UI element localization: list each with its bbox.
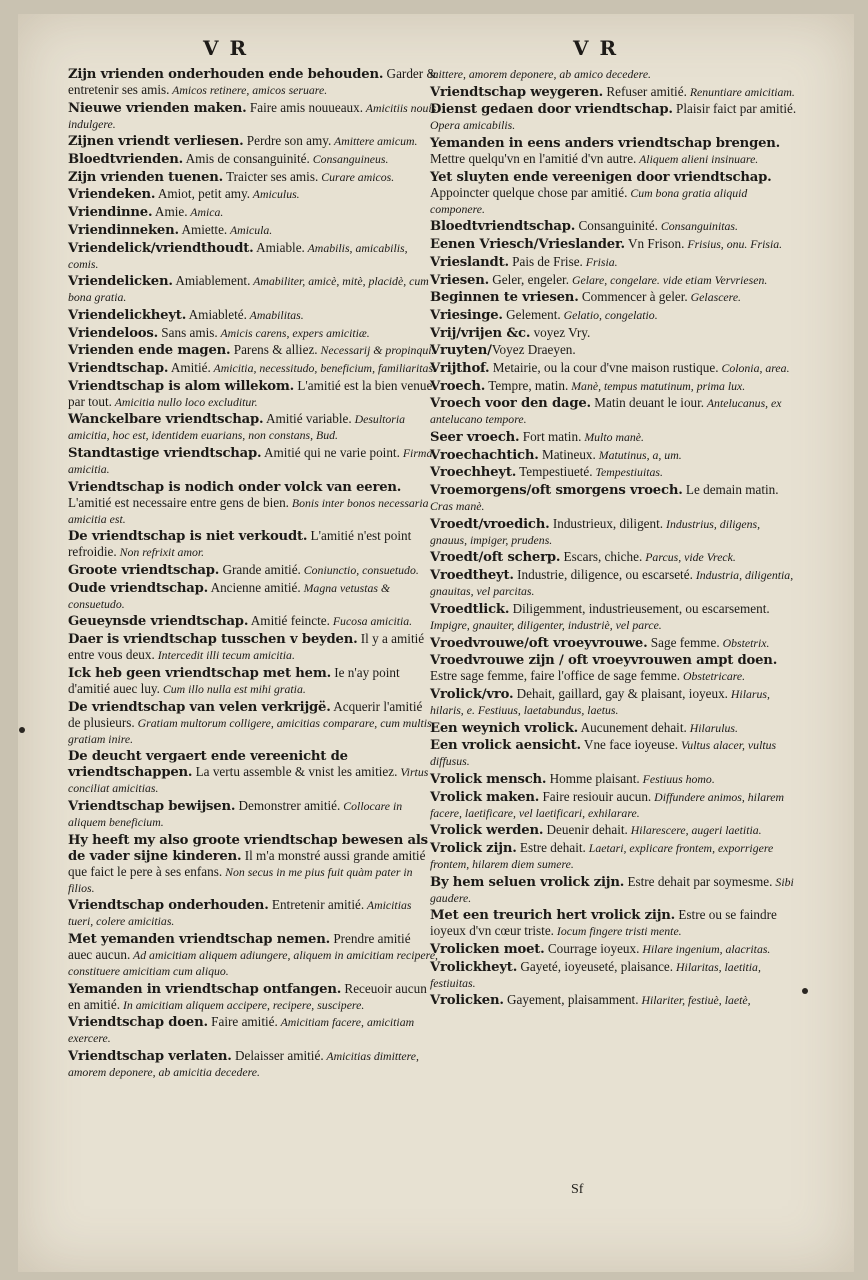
dutch-headword: Vrolick werden. xyxy=(430,823,544,839)
french-gloss: Acquerir l'amitié de plusieurs. xyxy=(68,698,423,730)
dutch-headword: Geueynsde vriendtschap. xyxy=(68,614,249,630)
dutch-headword: Daer is vriendtschap tusschen v beyden. xyxy=(68,632,358,648)
dictionary-entry xyxy=(68,1014,438,1046)
running-head-left: V R xyxy=(203,36,249,60)
dutch-headword: Vriendtschap verlaten. xyxy=(68,1049,232,1064)
dutch-headword: Eenen Vriesch/Vrieslander. xyxy=(430,237,625,253)
latin-gloss: Gelatio, congelatio. xyxy=(560,307,658,322)
latin-gloss: Coniunctio, consuetudo. xyxy=(300,563,419,578)
latin-gloss: Hilarus, hilaris, e. Festiuus, laetabundus, laetus. xyxy=(430,686,770,717)
dictionary-entry xyxy=(430,218,800,234)
french-gloss: Le demain matin. xyxy=(682,482,779,498)
dictionary-entry xyxy=(430,84,800,100)
dictionary-entry xyxy=(430,992,800,1008)
latin-gloss: Amabilis, amicabilis, comis. xyxy=(68,240,408,271)
dictionary-entry xyxy=(430,66,800,82)
dutch-headword: Vriendelick/vriendthoudt. xyxy=(68,240,254,256)
french-gloss: Amis de consanguinité. xyxy=(183,151,310,167)
dictionary-entry xyxy=(68,307,438,323)
signature-mark: Sf xyxy=(571,1182,584,1197)
dictionary-entry xyxy=(68,100,438,132)
dutch-headword: Vroedt/oft scherp. xyxy=(430,550,561,566)
french-gloss: Industrieux, diligent. xyxy=(549,515,664,531)
latin-gloss: Antelucanus, ex antelucano tempore. xyxy=(430,396,782,427)
french-gloss: Garder & entretenir ses amis. xyxy=(68,66,437,97)
latin-gloss: Cum illo nulla est mihi gratia. xyxy=(159,681,306,696)
dutch-headword: Vriendelickheyt. xyxy=(68,307,187,323)
latin-gloss: Amabiliter, amicè, mitè, placidè, cum bona gratia. xyxy=(68,274,429,305)
dutch-headword: Vruyten/ xyxy=(430,343,492,359)
french-gloss: Commencer à geler. xyxy=(578,289,688,305)
dictionary-entry xyxy=(68,325,438,341)
french-gloss: Amitié. xyxy=(168,359,211,375)
dutch-headword: Vriendtschap is nodich onder volck van eeren. xyxy=(68,479,402,495)
dutch-headword: De vriendtschap van velen verkrijgë. xyxy=(68,699,331,715)
dutch-headword: Vrijthof. xyxy=(430,360,490,376)
french-gloss: Aucunement dehait. xyxy=(578,719,687,735)
dutch-headword: Yemanden in vriendtschap ontfangen. xyxy=(68,981,342,997)
french-gloss: Grande amitié. xyxy=(219,562,301,578)
french-gloss: Faire amis nouueaux. xyxy=(246,99,364,115)
french-gloss: Plaisir faict par amitié. xyxy=(672,101,797,117)
latin-gloss: Multo manè. xyxy=(581,430,644,444)
dictionary-entry xyxy=(68,981,438,1013)
dutch-headword: Bloedtvriendtschap. xyxy=(430,219,576,235)
french-gloss: Amie. xyxy=(152,204,188,220)
dictionary-entry xyxy=(68,342,438,358)
latin-gloss: Gratiam multorum colligere, amicitias comparare, cum multis gratiam inire. xyxy=(68,715,432,746)
latin-gloss: Amicis carens, expers amicitiæ. xyxy=(217,325,370,340)
dutch-headword: Vroedvrouwe zijn / oft vroeyvrouwen ampt doen. xyxy=(430,653,778,669)
dictionary-entry xyxy=(68,479,438,527)
latin-gloss: Aliquem alieni insinuare. xyxy=(636,152,759,167)
french-gloss: Escars, chiche. xyxy=(560,549,643,565)
french-gloss: Homme plaisant. xyxy=(546,770,640,786)
dictionary-entry xyxy=(68,1048,438,1080)
french-gloss: Il y a amitié entre vous deux. xyxy=(68,631,425,663)
latin-gloss: Amica. xyxy=(187,205,224,220)
dictionary-entry xyxy=(430,635,800,651)
right-column xyxy=(430,66,800,1010)
dictionary-entry xyxy=(68,240,438,272)
french-gloss: Sans amis. xyxy=(158,324,218,340)
dutch-headword: Hy heeft my also groote vriendtschap bewesen als de vader sijne kinderen. xyxy=(68,832,428,864)
dictionary-entry xyxy=(430,378,800,394)
french-gloss: Dehait, gaillard, gay & plaisant, ioyeux. xyxy=(513,685,728,701)
latin-gloss: mittere, amorem deponere, ab amico decedere. xyxy=(430,67,652,81)
french-gloss: Amiable. xyxy=(253,239,305,255)
dutch-headword: Vrolick/vro. xyxy=(430,686,514,702)
french-gloss: Parens & alliez. xyxy=(230,342,318,358)
dutch-headword: Wanckelbare vriendtschap. xyxy=(68,412,264,428)
dictionary-entry xyxy=(430,907,800,939)
dictionary-entry xyxy=(430,567,800,599)
dutch-headword: Yet sluyten ende vereenigen door vriendtschap. xyxy=(430,169,772,185)
dictionary-entry xyxy=(430,516,800,548)
french-gloss: Tempestiueté. xyxy=(516,464,593,480)
latin-gloss: Opera amicabilis. xyxy=(430,118,516,133)
latin-gloss: Iocum fingere tristi mente. xyxy=(553,924,682,939)
french-gloss: Entretenir amitié. xyxy=(268,897,365,913)
latin-gloss: Hilariter, festiuè, laetè, xyxy=(638,993,751,1008)
dutch-headword: Vriendtschap weygeren. xyxy=(430,84,604,100)
dictionary-entry xyxy=(430,789,800,821)
latin-gloss: Amicitias tueri, colere amicitias. xyxy=(68,898,412,929)
dictionary-entry xyxy=(68,665,438,697)
latin-gloss: Desultoria amicitia, hoc est, identidem euarians, non constans, Bud. xyxy=(68,412,406,443)
dutch-headword: Vroechheyt. xyxy=(430,465,517,481)
latin-gloss: Colonia, area. xyxy=(718,360,790,375)
dutch-headword: Vroemorgens/oft smorgens vroech. xyxy=(430,483,683,499)
dictionary-entry xyxy=(68,748,438,796)
dictionary-entry xyxy=(430,686,800,718)
dictionary-entry xyxy=(430,737,800,769)
french-gloss: Estre dehait. xyxy=(516,840,586,855)
latin-gloss: Diffundere animos, hilarem facere, laetificare, vel laetificari, exhilarare. xyxy=(430,789,785,820)
dictionary-entry xyxy=(68,66,438,98)
french-gloss: Gelement. xyxy=(502,306,561,322)
french-gloss: Consanguinité. xyxy=(575,218,658,234)
french-gloss: Amiette. xyxy=(178,221,228,237)
dutch-headword: Een vrolick aensicht. xyxy=(430,738,581,754)
dictionary-entry xyxy=(430,959,800,991)
dutch-headword: Vriendeken. xyxy=(68,187,156,203)
dutch-headword: Vrienden ende magen. xyxy=(68,343,231,359)
latin-gloss: Festiuus homo. xyxy=(639,771,715,786)
latin-gloss: Fucosa amicitia. xyxy=(329,614,413,629)
french-gloss: Estre ou se faindre ioyeux d'vn cœur triste. xyxy=(430,907,777,939)
latin-gloss: Obstetrix. xyxy=(719,635,770,650)
latin-gloss: Curare amicos. xyxy=(318,169,395,184)
dutch-headword: Yemanden in eens anders vriendtschap brengen. xyxy=(430,136,781,152)
latin-gloss: Industrius, diligens, gnauus, impiger, prudens. xyxy=(430,516,761,547)
latin-gloss: Hilare ingenium, alacritas. xyxy=(639,942,771,957)
dictionary-entry xyxy=(430,771,800,787)
dutch-headword: Vroedtlick. xyxy=(430,601,510,617)
latin-gloss: Gelascere. xyxy=(687,290,742,305)
dictionary-entry xyxy=(68,204,438,220)
dutch-headword: Nieuwe vrienden maken. xyxy=(68,100,247,116)
dutch-headword: Oude vriendtschap. xyxy=(68,580,208,596)
dutch-headword: Seer vroech. xyxy=(430,430,520,445)
dictionary-entry xyxy=(68,580,438,612)
latin-gloss: Obstetricare. xyxy=(680,669,746,684)
dutch-headword: Vrolicken moet. xyxy=(430,942,545,958)
dutch-headword: Vroedt/vroedich. xyxy=(430,516,550,532)
dictionary-entry xyxy=(68,445,438,477)
dutch-headword: Vrolick maken. xyxy=(430,789,540,805)
dictionary-entry xyxy=(68,631,438,663)
dictionary-entry xyxy=(68,133,438,149)
dutch-headword: Groote vriendtschap. xyxy=(68,563,220,579)
dictionary-entry xyxy=(68,186,438,202)
latin-gloss: Cras manè. xyxy=(430,499,485,514)
french-gloss: Gayeté, ioyeuseté, plaisance. xyxy=(517,958,674,974)
dictionary-entry xyxy=(430,360,800,376)
french-gloss: Perdre son amy. xyxy=(243,133,332,149)
dutch-headword: Vroechachtich. xyxy=(430,447,539,463)
dictionary-entry xyxy=(430,135,800,167)
dutch-headword: Een weynich vrolick. xyxy=(430,720,579,736)
latin-gloss: Cum bona gratia aliquid componere. xyxy=(430,185,748,216)
dutch-headword: Beginnen te vriesen. xyxy=(430,290,579,306)
latin-gloss: Hilarulus. xyxy=(686,720,738,735)
dutch-headword: Vriendelicken. xyxy=(68,274,173,290)
french-gloss: Vn Frison. xyxy=(624,236,685,252)
dictionary-entry xyxy=(68,222,438,238)
latin-gloss: Hilaritas, laetitia, festiuitas. xyxy=(430,959,761,990)
french-gloss: L'amitié n'est point refroidie. xyxy=(68,528,412,560)
dutch-headword: Vriesinge. xyxy=(430,307,503,323)
dutch-headword: De deucht vergaert ende vereenicht de vriendtschappen. xyxy=(68,749,348,781)
latin-gloss: Tempestiuitas. xyxy=(592,465,663,480)
dutch-headword: Dienst gedaen door vriendtschap. xyxy=(430,102,673,118)
french-gloss: Mettre quelqu'vn en l'amitié d'vn autre. xyxy=(430,151,637,167)
dutch-headword: Vrij/vrijen &c. xyxy=(430,325,531,341)
french-gloss: Appoincter quelque chose par amitié. xyxy=(430,184,628,200)
dictionary-entry xyxy=(430,325,800,341)
french-gloss: Fort matin. xyxy=(519,429,582,444)
latin-gloss: Amicos retinere, amicos seruare. xyxy=(169,83,328,97)
latin-gloss: Impigre, gnauiter, diligenter, industriè, vel parce. xyxy=(430,617,662,632)
dutch-headword: De vriendtschap is niet verkoudt. xyxy=(68,529,308,545)
latin-gloss: Non secus in me pius fuit quàm pater in filios. xyxy=(68,864,413,895)
latin-gloss: Bonis inter bonos necessaria amicitia est. xyxy=(68,495,429,526)
latin-gloss: Firma amicitia. xyxy=(68,446,433,476)
latin-gloss: Amabilitas. xyxy=(246,307,304,322)
dictionary-entry xyxy=(430,101,800,133)
dutch-headword: Vriendtschap doen. xyxy=(68,1015,208,1031)
dutch-headword: Vroedtheyt. xyxy=(430,568,514,584)
dictionary-entry xyxy=(430,342,800,358)
latin-gloss: Frisia. xyxy=(582,254,618,269)
dictionary-entry xyxy=(68,798,438,830)
latin-gloss: Amittere amicum. xyxy=(331,134,418,149)
dictionary-entry xyxy=(430,429,800,445)
latin-gloss: Consanguinitas. xyxy=(657,219,738,234)
dictionary-entry xyxy=(68,931,438,979)
latin-gloss: Manè, tempus matutinum, prima lux. xyxy=(568,378,746,393)
dictionary-entry xyxy=(68,562,438,578)
dictionary-entry xyxy=(430,720,800,736)
french-gloss: Industrie, diligence, ou escarseté. xyxy=(513,567,693,583)
dictionary-entry xyxy=(430,254,800,270)
dutch-headword: Vriendtschap is alom willekom. xyxy=(68,378,295,394)
french-gloss: Matineux. xyxy=(538,446,596,462)
latin-gloss: Amicitia, necessitudo, beneficium, familiaritas. xyxy=(210,360,436,375)
french-gloss: La vertu assemble & vnist les amitiez. xyxy=(192,764,398,780)
dutch-headword: Vriendinneken. xyxy=(68,222,179,238)
french-gloss: voyez Vry. xyxy=(530,324,591,340)
french-gloss: Amitié variable. xyxy=(263,411,352,427)
dutch-headword: Vriendeloos. xyxy=(68,325,158,341)
french-gloss: Metairie, ou la cour d'vne maison rustique. xyxy=(489,359,719,375)
dutch-headword: Vrolicken. xyxy=(430,993,504,1009)
french-gloss: Matin deuant le iour. xyxy=(590,395,705,411)
latin-gloss: Consanguineus. xyxy=(309,152,389,167)
french-gloss: Refuser amitié. xyxy=(603,83,687,99)
french-gloss: Amiablement. xyxy=(172,273,251,289)
book-page xyxy=(18,14,854,1272)
dutch-headword: Zijnen vriendt verliesen. xyxy=(68,134,244,150)
french-gloss: L'amitié est necessaire entre gens de bien. xyxy=(68,494,289,510)
french-gloss: Sage femme. xyxy=(647,634,720,650)
latin-gloss: Amiculus. xyxy=(250,187,300,202)
latin-gloss: Amicitiis nouis indulgere. xyxy=(68,100,437,131)
french-gloss: Receuoir aucun en amitié. xyxy=(68,980,427,1012)
dutch-headword: Vrolickheyt. xyxy=(430,959,518,975)
dictionary-entry xyxy=(430,549,800,565)
dutch-headword: By hem seluen vrolick zijn. xyxy=(430,874,625,890)
latin-gloss: Gelare, congelare. vide etiam Vervriesen. xyxy=(569,272,768,287)
dictionary-entry xyxy=(68,832,438,896)
french-gloss: Amiableté. xyxy=(186,306,247,322)
dictionary-entry xyxy=(68,169,438,185)
french-gloss: Delaisser amitié. xyxy=(231,1048,324,1063)
dutch-headword: Zijn vrienden tuenen. xyxy=(68,169,224,185)
dictionary-entry xyxy=(68,273,438,305)
dictionary-entry xyxy=(68,699,438,747)
french-gloss: Ie n'ay point d'amitié auec luy. xyxy=(68,664,400,696)
dictionary-entry xyxy=(68,151,438,167)
french-gloss: Amiot, petit amy. xyxy=(155,186,251,202)
dictionary-entry xyxy=(430,482,800,514)
latin-gloss: Sibi gaudere. xyxy=(430,874,794,905)
latin-gloss: Amicula. xyxy=(227,222,273,237)
latin-gloss: Matutinus, a, um. xyxy=(595,447,682,462)
dutch-headword: Ick heb geen vriendtschap met hem. xyxy=(68,665,331,681)
dictionary-entry xyxy=(430,941,800,957)
french-gloss: Amitié qui ne varie point. xyxy=(261,445,400,460)
french-gloss: Diligemment, industrieusement, ou escarsement. xyxy=(509,600,770,616)
latin-gloss: Collocare in aliquem beneficium. xyxy=(68,798,403,829)
dutch-headword: Vroech voor den dage. xyxy=(430,396,591,412)
latin-gloss: Laetari, explicare frontem, exporrigere frontem, hilarem diem sumere. xyxy=(430,841,774,871)
dutch-headword: Vriesen. xyxy=(430,272,489,288)
french-gloss: Pais de Frise. xyxy=(508,253,583,269)
french-gloss: Faire amitié. xyxy=(207,1014,278,1030)
dutch-headword: Vrieslandt. xyxy=(430,254,509,270)
dutch-headword: Vriendtschap bewijsen. xyxy=(68,798,236,814)
dictionary-entry xyxy=(68,360,438,376)
dictionary-entry xyxy=(68,897,438,929)
dutch-headword: Vroedvrouwe/oft vroeyvrouwe. xyxy=(430,635,648,651)
french-gloss: Prendre amitié auec aucun. xyxy=(68,930,411,962)
french-gloss: Estre dehait par soymesme. xyxy=(624,873,773,889)
dutch-headword: Vriendinne. xyxy=(68,205,153,221)
dictionary-entry xyxy=(430,289,800,305)
dictionary-entry xyxy=(430,307,800,323)
dutch-headword: Vrolick mensch. xyxy=(430,771,547,787)
dictionary-entry xyxy=(430,447,800,463)
french-gloss: Estre sage femme, faire l'office de sage femme. xyxy=(430,668,681,684)
french-gloss: Courrage ioyeux. xyxy=(544,941,640,957)
dutch-headword: Vriendtschap onderhouden. xyxy=(68,898,269,914)
latin-gloss: Vultus alacer, vultus diffusus. xyxy=(430,738,777,769)
french-gloss: Ancienne amitié. xyxy=(208,579,301,595)
french-gloss: Voyez Draeyen. xyxy=(491,342,576,358)
dutch-headword: Met een treurich hert vrolick zijn. xyxy=(430,908,676,924)
dictionary-entry xyxy=(430,464,800,480)
dictionary-entry xyxy=(68,378,438,410)
dutch-headword: Zijn vrienden onderhouden ende behouden. xyxy=(68,67,384,82)
dutch-headword: Bloedtvrienden. xyxy=(68,152,184,168)
dictionary-entry xyxy=(68,411,438,443)
dictionary-entry xyxy=(430,822,800,838)
latin-gloss: Magna vetustas & consuetudo. xyxy=(68,580,391,611)
french-gloss: Il m'a monstré aussi grande amitié que faict le pere à ses enfans. xyxy=(68,847,426,879)
ink-dot xyxy=(802,988,808,994)
dictionary-entry xyxy=(68,528,438,560)
dutch-headword: Vrolick zijn. xyxy=(430,841,517,856)
dictionary-entry xyxy=(430,169,800,217)
french-gloss: Demonstrer amitié. xyxy=(235,797,341,813)
french-gloss: Traicter ses amis. xyxy=(223,168,319,184)
dutch-headword: Vroech. xyxy=(430,378,486,394)
dictionary-entry xyxy=(68,613,438,629)
latin-gloss: Amicitiam facere, amicitiam exercere. xyxy=(68,1015,415,1046)
latin-gloss: Necessarij & propinqui. xyxy=(317,343,435,358)
french-gloss: Tempre, matin. xyxy=(485,377,569,393)
french-gloss: Gayement, plaisamment. xyxy=(503,992,639,1008)
dutch-headword: Standtastige vriendtschap. xyxy=(68,446,262,461)
dictionary-entry xyxy=(430,236,800,252)
dictionary-entry xyxy=(430,601,800,633)
dictionary-entry xyxy=(430,840,800,872)
dictionary-entry xyxy=(430,874,800,906)
latin-gloss: Industria, diligentia, gnauitas, vel parcitas. xyxy=(430,568,794,599)
french-gloss: Amitié feincte. xyxy=(248,613,330,629)
dictionary-entry xyxy=(430,395,800,427)
dictionary-entry xyxy=(430,652,800,684)
latin-gloss: Ad amicitiam aliquem adiungere, aliquem in amicitiam recipere, constituere amicitiam cum aliquo. xyxy=(68,947,439,978)
french-gloss: Faire resiouir aucun. xyxy=(539,788,652,804)
french-gloss: L'amitié est la bien venue par tout. xyxy=(68,377,433,409)
latin-gloss: Renuntiare amicitiam. xyxy=(686,84,795,99)
dictionary-entry xyxy=(430,272,800,288)
latin-gloss: Virtus conciliat amicitias. xyxy=(68,765,429,796)
dutch-headword: Vriendtschap. xyxy=(68,360,169,376)
latin-gloss: Hilarescere, augeri laetitia. xyxy=(627,823,762,838)
ink-dot xyxy=(19,727,25,733)
left-column xyxy=(68,66,438,1082)
latin-gloss: Parcus, vide Vreck. xyxy=(642,550,736,565)
french-gloss: Geler, engeler. xyxy=(488,271,570,287)
french-gloss: Deuenir dehait. xyxy=(543,822,628,838)
french-gloss: Vne face ioyeuse. xyxy=(580,737,679,753)
dutch-headword: Met yemanden vriendtschap nemen. xyxy=(68,931,331,947)
running-head-right: V R xyxy=(573,36,619,60)
latin-gloss: Amicitias dimittere, amorem deponere, ab amicitia decedere. xyxy=(68,1049,419,1079)
latin-gloss: Frisius, onu. Frisia. xyxy=(684,237,783,252)
latin-gloss: Non refrixit amor. xyxy=(116,545,205,560)
latin-gloss: In amicitiam aliquem accipere, recipere, suscipere. xyxy=(120,997,365,1012)
latin-gloss: Intercedit illi tecum amicitia. xyxy=(154,648,295,663)
latin-gloss: Amicitia nullo loco excluditur. xyxy=(111,394,258,409)
